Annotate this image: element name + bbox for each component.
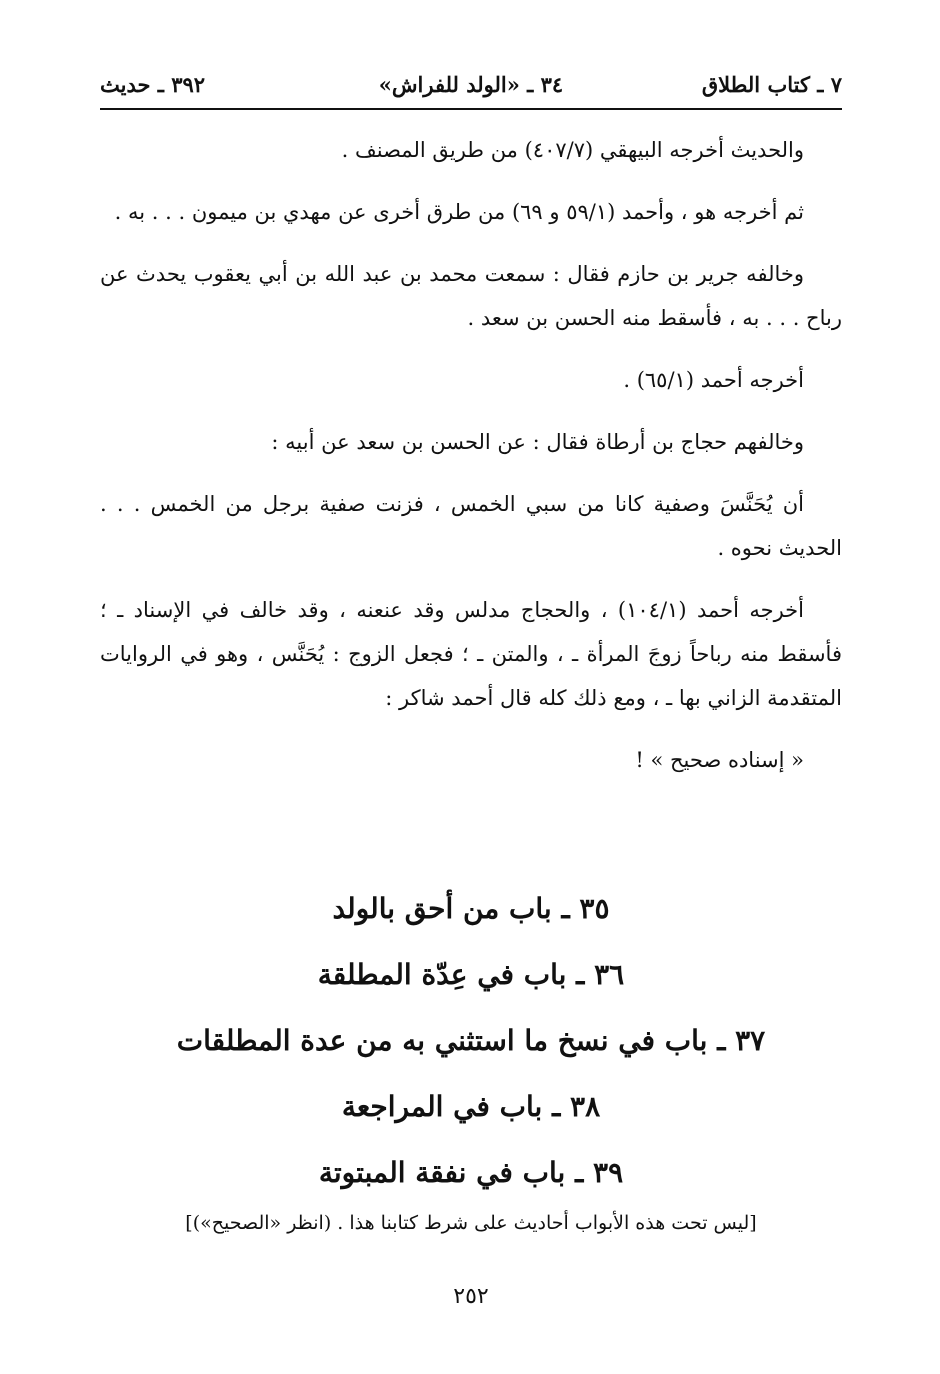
page-number: ٢٥٢: [453, 1284, 489, 1309]
paragraph: أخرجه أحمد (١٠٤/١) ، والحجاج مدلس وقد عنعنه ، وقد خالف في الإسناد ـ ؛ فأسقط منه رباحاً زوجَ المرأة ـ ، والمتن ـ ؛ فجعل الزوج : يُحَنَّس ، وهو في الروايات المتقدمة الزاني بها ـ ، ومع ذلك كله قال أحمد شاكر :: [100, 598, 842, 710]
header-book-title: ٧ ـ كتاب الطلاق: [701, 72, 842, 97]
header-divider: [100, 108, 842, 110]
chapter-heading: ٣٨ ـ باب في المراجعة: [341, 1090, 601, 1123]
editorial-note: [ليس تحت هذه الأبواب أحاديث على شرط كتابنا هذا . (انظر «الصحيح»)]: [185, 1212, 757, 1234]
chapter-heading: ٣٦ ـ باب في عِدّة المطلقة: [317, 958, 625, 991]
chapter-heading: ٣٩ ـ باب في نفقة المبتوتة: [318, 1156, 624, 1189]
header-chapter-title: ٣٤ ـ «الولد للفراش»: [378, 72, 564, 97]
chapter-heading: ٣٥ ـ باب من أحق بالولد: [332, 892, 610, 925]
paragraph: وخالفه جرير بن حازم فقال : سمعت محمد بن عبد الله بن أبي يعقوب يحدث عن رباح . . . به ، فأسقط منه الحسن بن سعد .: [100, 262, 842, 330]
running-header: [100, 66, 842, 106]
chapter-headings: [100, 876, 842, 1206]
paragraph: أخرجه أحمد (٦٥/١) .: [623, 368, 804, 392]
paragraph: أن يُحَنَّسَ وصفية كانا من سبي الخمس ، فزنت صفية برجل من الخمس . . . الحديث نحوه .: [100, 492, 842, 560]
header-hadith-number: ٣٩٢ ـ حديث: [100, 72, 206, 97]
paragraph: وخالفهم حجاج بن أرطاة فقال : عن الحسن بن سعد عن أبيه :: [271, 430, 804, 454]
chapter-heading: ٣٧ ـ باب في نسخ ما استثني به من عدة المطلقات: [176, 1024, 766, 1057]
paragraph: والحديث أخرجه البيهقي (٤٠٧/٧) من طريق المصنف .: [341, 138, 804, 162]
paragraph: « إسناده صحيح » !: [635, 748, 804, 772]
paragraph: ثم أخرجه هو ، وأحمد (٥٩/١ و ٦٩) من طرق أخرى عن مهدي بن ميمون . . . به .: [114, 200, 804, 224]
main-text: [100, 128, 842, 800]
